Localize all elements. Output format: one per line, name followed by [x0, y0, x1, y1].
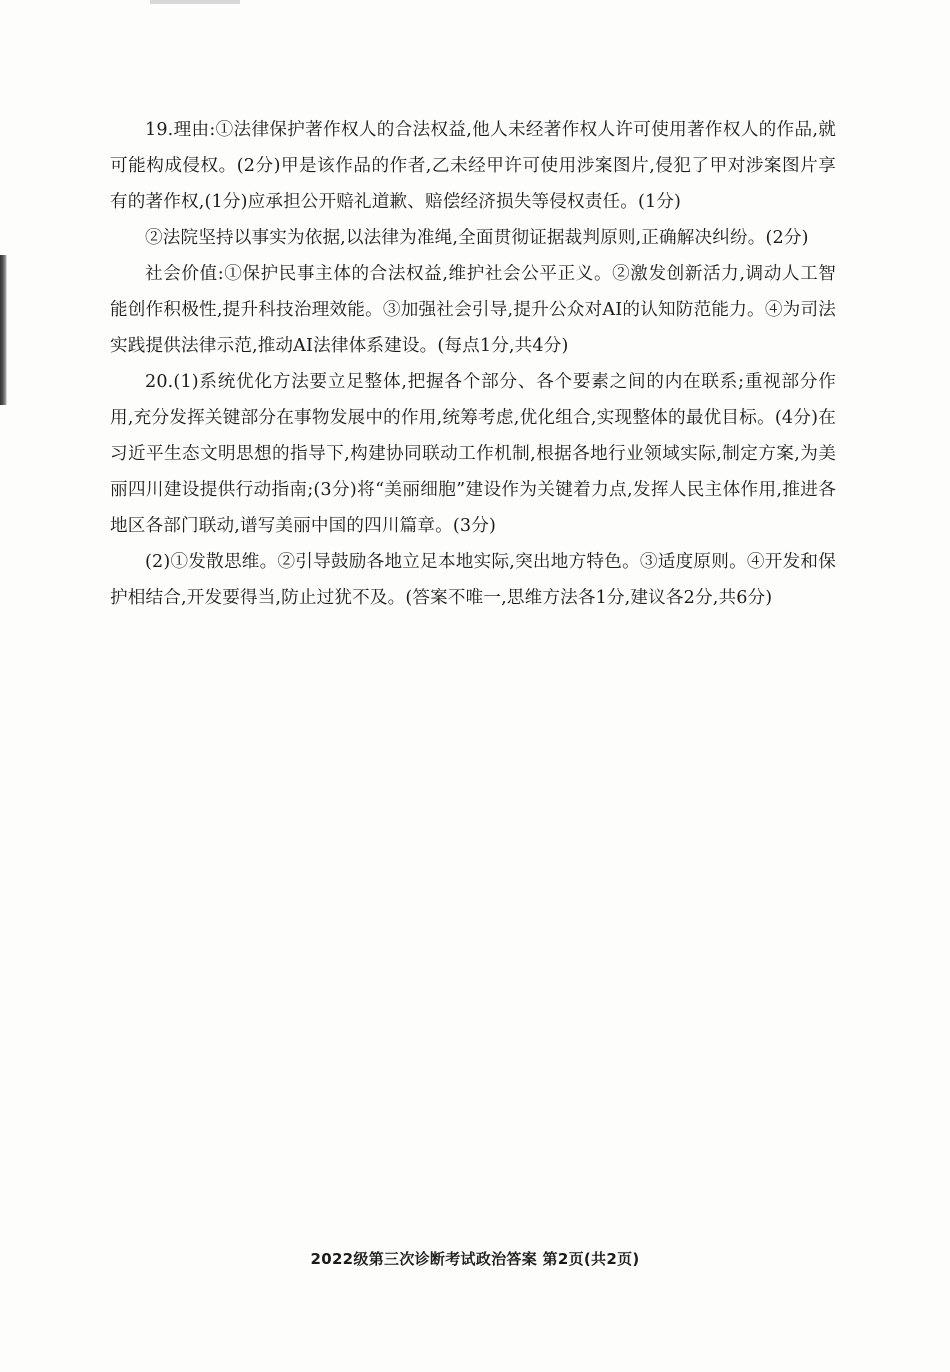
answer-body: [110, 112, 836, 616]
scan-artifact-left-edge: [0, 255, 7, 405]
q19-reason-1: 19.理由:①法律保护著作权人的合法权益,他人未经著作权人许可使用著作权人的作品,就可能构成侵权。(2分)甲是该作品的作者,乙未经甲许可使用涉案图片,侵犯了甲对涉案图片享有的著作权,(1分)应承担公开赔礼道歉、赔偿经济损失等侵权责任。(1分): [110, 120, 836, 212]
q19-social-value: 社会价值:①保护民事主体的合法权益,维护社会公平正义。②激发创新活力,调动人工智能创作积极性,提升科技治理效能。③加强社会引导,提升公众对AI的认知防范能力。④为司法实践提供法律示范,推动AI法律体系建设。(每点1分,共4分): [110, 264, 836, 356]
q20-part-1: 20.(1)系统优化方法要立足整体,把握各个部分、各个要素之间的内在联系;重视部分作用,充分发挥关键部分在事物发展中的作用,统筹考虑,优化组合,实现整体的最优目标。(4分)在习近平生态文明思想的指导下,构建协同联动工作机制,根据各地行业领域实际,制定方案,为美丽四川建设提供行动指南;(3分)将“美丽细胞”建设作为关键着力点,发挥人民主体作用,推进各地区各部门联动,谱写美丽中国的四川篇章。(3分): [110, 372, 836, 536]
q19-reason-2: ②法院坚持以事实为依据,以法律为准绳,全面贯彻证据裁判原则,正确解决纠纷。(2分): [145, 228, 809, 248]
scan-artifact-top: [150, 0, 240, 4]
page-footer: 2022级第三次诊断考试政治答案 第2页(共2页): [310, 1250, 640, 1268]
q20-part-2: (2)①发散思维。②引导鼓励各地立足本地实际,突出地方特色。③适度原则。④开发和保护相结合,开发要得当,防止过犹不及。(答案不唯一,思维方法各1分,建议各2分,共6分): [110, 552, 836, 608]
